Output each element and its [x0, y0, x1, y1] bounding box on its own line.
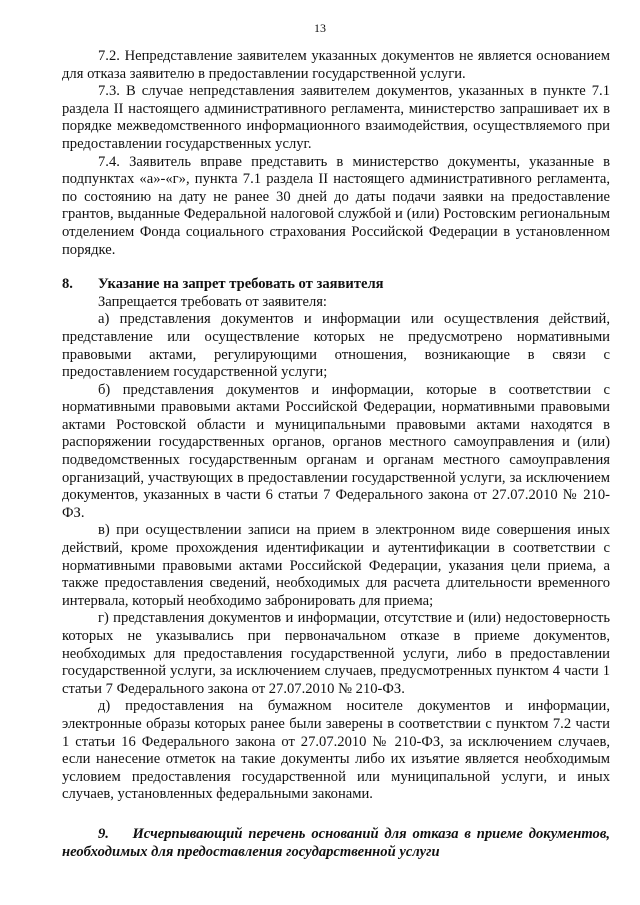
- section-8-item-g: г) представления документов и информации, отсутствие и (или) недостоверность которых не указывались при первоначальном отказе в приеме документов, необходимых для предоставления государственной услуги, либо в предоставлении государственной услуги, за исключением случаев, предусмотренных пунктом 4 части 1 статьи 7 Федерального закона от 27.07.2010 № 210-ФЗ.: [62, 610, 610, 697]
- section-8-item-b: б) представления документов и информации, которые в соответствии с нормативными правовыми актами Российской Федерации, нормативными правовыми актами Ростовской области и муниципальными правовыми актами находятся в распоряжении государственных органов, органов местного самоуправления и (или) подведомственных государственным органам и органам местного самоуправления организаций, участвующих в предоставлении государственной услуги, за исключением документов, указанных в части 6 статьи 7 Федерального закона от 27.07.2010 № 210-ФЗ.: [62, 381, 610, 521]
- section-8-number: 8.: [62, 276, 73, 293]
- section-9-title: Исчерпывающий перечень оснований для отказа в приеме документов, необходимых для предоставления государственной услуги: [62, 825, 611, 860]
- section-8-item-d: д) предоставления на бумажном носителе документов и информации, электронные образы которых ранее были заверены в соответствии с пунктом 7.2 части 1 статьи 16 Федерального закона от 27.07.2010 № 210-ФЗ, за исключением случаев, если нанесение отметок на такие документы либо их изъятие является необходимым условием предоставления государственной или муниципальной услуги, и иных случаев, установленных федеральными законами.: [62, 698, 610, 803]
- page-content: [62, 48, 610, 861]
- section-9-heading: [62, 826, 610, 861]
- paragraph-7-2: 7.2. Непредставление заявителем указанных документов не является основанием для отказа заявителю в предоставлении государственной услуги.: [62, 48, 610, 82]
- section-8-item-a: а) представления документов и информации или осуществления действий, представление или осуществление которых не предусмотрено нормативными правовыми актами, регулирующими отношения, возникающие в связи с предоставлением государственной услуги;: [62, 311, 610, 381]
- section-8-heading: [62, 276, 610, 294]
- section-9-number: 9.: [98, 825, 109, 842]
- section-8-intro: Запрещается требовать от заявителя:: [98, 293, 327, 310]
- section-8-item-v: в) при осуществлении записи на прием в электронном виде совершения иных действий, кроме прохождения идентификации и аутентификации в соответствии с нормативными правовыми актами Российской Федерации, указания цели приема, а также предоставления сведений, необходимых для расчета длительности временного интервала, который необходимо забронировать для приема;: [62, 522, 610, 609]
- paragraph-7-3: 7.3. В случае непредставления заявителем документов, указанных в пункте 7.1 раздела II настоящего административного регламента, министерство запрашивает их в порядке межведомственного информационного взаимодействия, осуществляемого при предоставлении государственных услуг.: [62, 83, 610, 152]
- paragraph-7-4: 7.4. Заявитель вправе представить в министерство документы, указанные в подпунктах «а»-«г», пункта 7.1 раздела II настоящего административного регламента, по состоянию на дату не ранее 30 дней до даты подачи заявки на предоставление грантов, выданные Федеральной налоговой службой и (или) Ростовским региональным отделением Фонда социального страхования Российской Федерации в установленном порядке.: [62, 153, 610, 258]
- page-number: 13: [314, 21, 326, 35]
- section-8-title: Указание на запрет требовать от заявителя: [98, 276, 384, 293]
